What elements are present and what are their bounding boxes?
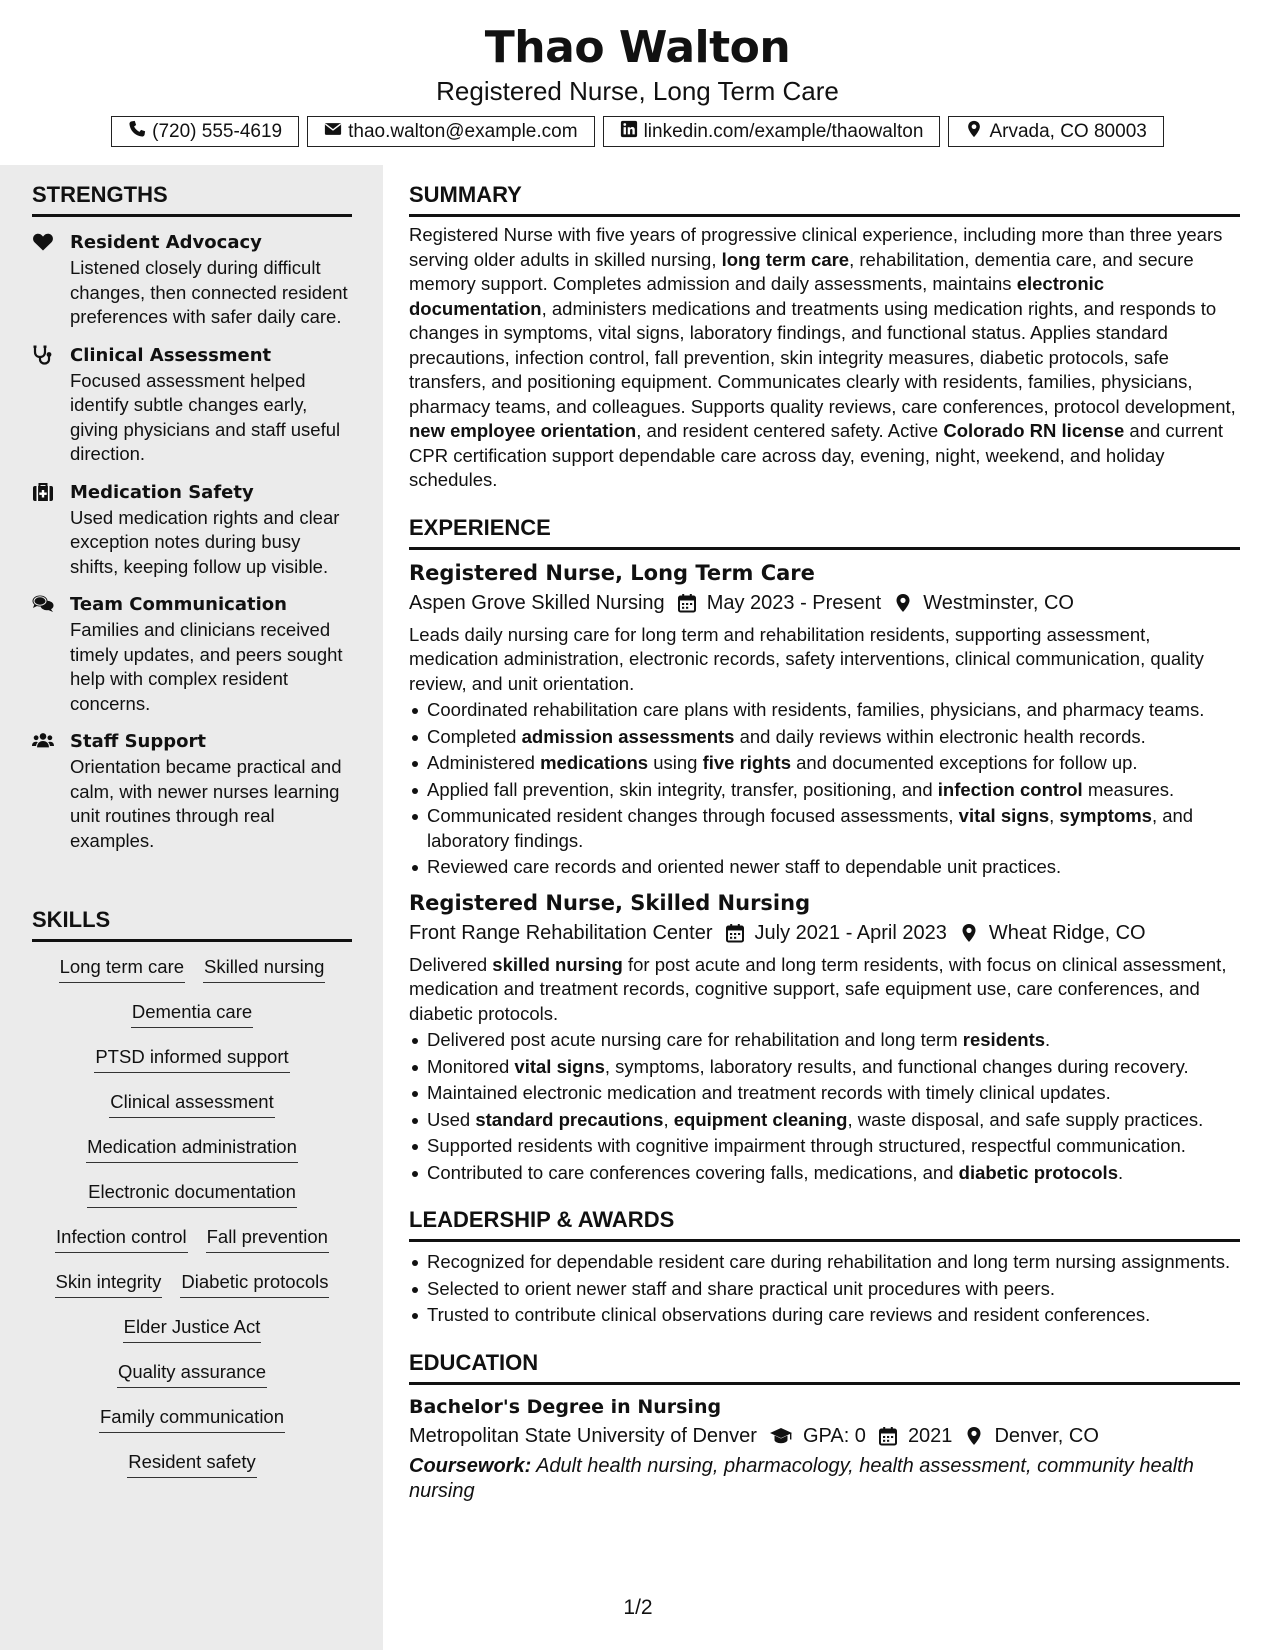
map-pin-icon: [964, 1426, 984, 1446]
page-number: 1/2: [623, 1596, 653, 1619]
map-pin-icon: [959, 923, 979, 943]
text-run: and current CPR certification support dependable care across day, evening, night, weekend, and holiday schedules.: [409, 420, 1223, 490]
stethoscope-icon: [32, 343, 56, 467]
text-run: , waste disposal, and safe supply practices.: [847, 1108, 1204, 1130]
summary-title: SUMMARY: [409, 180, 1240, 217]
education-section: [409, 1348, 1240, 1504]
envelope-icon: [324, 120, 342, 144]
heart-icon: [32, 230, 56, 330]
bullet-item: [409, 855, 1240, 880]
job-description: [409, 623, 1240, 697]
phone-icon: [128, 120, 146, 144]
leadership-item: Selected to orient newer staff and share practical unit procedures with peers.: [409, 1277, 1240, 1302]
chat-bubbles-icon: [32, 592, 56, 716]
bullet-item: [409, 804, 1240, 853]
bullet-item: [409, 1081, 1240, 1106]
text-run: and daily reviews within electronic health records.: [734, 725, 1146, 747]
job-meta: [409, 918, 1240, 948]
bold-text: Colorado RN license: [943, 420, 1125, 441]
job-company: Front Range Rehabilitation Center: [409, 921, 713, 944]
skill-row: [32, 1044, 352, 1089]
strength-text: Orientation became practical and calm, with newer nurses learning unit routines through real examples.: [70, 756, 342, 851]
text-run: Delivered post acute nursing care for rehabilitation and long term: [427, 1029, 963, 1050]
text-run: .: [1117, 1161, 1124, 1183]
contact-location[interactable]: [948, 116, 1163, 147]
skill-tag: Medication administration: [86, 1134, 298, 1163]
graduation-cap-icon: [769, 1426, 793, 1446]
leadership-item: Trusted to contribute clinical observations during care reviews and resident conferences.: [409, 1303, 1240, 1328]
text-run: , symptoms, laboratory results, and functional changes during recovery.: [604, 1055, 1189, 1077]
contact-bar: [0, 116, 1275, 147]
strength-title: Clinical Assessment: [70, 344, 272, 366]
text-run: Leads daily nursing care for long term and rehabilitation residents, supporting assessment, medication administration, electronic records, safety interventions, clinical communication, quality review, and unit orientation.: [409, 623, 1204, 694]
bold-text: new employee orientation: [409, 420, 637, 441]
bold-text: vital signs: [958, 805, 1050, 826]
contact-phone[interactable]: [111, 116, 299, 147]
bullet-item: [409, 751, 1240, 776]
text-run: ,: [1049, 805, 1060, 826]
text-run: , administers medications and treatments using medication rights, and responds to changes in symptoms, vital signs, laboratory findings, and functional status. Applies standard precautions, infection control, fall prevention, skin integrity measures, diabetic protocols, safe transfers, and positioning equipment. Communicates clearly with residents, families, physicians, pharmacy teams, and colleagues. Supports quality reviews, care conferences, protocol development,: [409, 297, 1236, 417]
text-run: Reviewed care records and oriented newer staff to dependable unit practices.: [427, 856, 1062, 877]
experience-title: EXPERIENCE: [409, 513, 1240, 550]
sidebar: [0, 165, 383, 1650]
experience-section: [409, 513, 1240, 1186]
text-run: Used: [427, 1108, 476, 1130]
job-bullets: [409, 1028, 1240, 1185]
job-company: Aspen Grove Skilled Nursing: [409, 591, 665, 614]
skill-tag: Skin integrity: [55, 1269, 163, 1298]
job-meta: [409, 588, 1240, 618]
job-entry: [409, 558, 1240, 880]
job-location: Westminster, CO: [923, 591, 1074, 614]
skills-list: [32, 954, 352, 1494]
skill-row: [32, 1269, 352, 1314]
skills-title: SKILLS: [32, 905, 352, 942]
skill-tag: Clinical assessment: [109, 1089, 274, 1118]
leadership-title: LEADERSHIP & AWARDS: [409, 1205, 1240, 1242]
candidate-name: Thao Walton: [484, 22, 791, 73]
contact-linkedin[interactable]: [603, 116, 941, 147]
strength-item: [32, 480, 352, 580]
graduation-year: 2021: [907, 1424, 953, 1447]
strength-text: Listened closely during difficult changes, then connected resident preferences with safer daily care.: [70, 257, 348, 327]
skill-tag: Skilled nursing: [203, 954, 325, 983]
text-run: , and resident centered safety. Active: [636, 420, 944, 441]
text-run: Maintained electronic medication and treatment records with timely clinical updates.: [427, 1082, 1111, 1103]
strength-title: Medication Safety: [70, 481, 254, 503]
skill-tag: Electronic documentation: [87, 1179, 297, 1208]
text-run: Administered: [427, 752, 541, 773]
skill-row: [32, 999, 352, 1044]
bold-text: five rights: [702, 752, 791, 773]
bullet-item: [409, 698, 1240, 723]
skill-tag: Elder Justice Act: [123, 1314, 262, 1343]
skill-row: [32, 1089, 352, 1134]
skill-row: [32, 1404, 352, 1449]
candidate-role: Registered Nurse, Long Term Care: [436, 76, 839, 106]
job-bullets: [409, 698, 1240, 880]
skill-tag: Infection control: [55, 1224, 188, 1253]
map-pin-icon: [965, 120, 983, 144]
school-location: Denver, CO: [994, 1424, 1099, 1447]
bullet-item: [409, 1108, 1240, 1133]
skill-row: [32, 1224, 352, 1269]
job-description: [409, 953, 1240, 1027]
skill-tag: Quality assurance: [117, 1359, 267, 1388]
text-run: for post acute and long term residents, with focus on clinical assessment, medication and treatment records, cognitive support, safe equipment use, care conferences, and diabetic protocols.: [409, 953, 1227, 1024]
strength-item: [32, 592, 352, 716]
job-dates: May 2023 - Present: [706, 591, 882, 614]
bold-text: diabetic protocols: [958, 1161, 1118, 1183]
strength-text: Used medication rights and clear exception notes during busy shifts, keeping follow up visible.: [70, 506, 340, 577]
strength-text: Families and clinicians received timely updates, and peers sought help with complex resident concerns.: [70, 619, 343, 714]
skill-tag: Fall prevention: [206, 1224, 329, 1253]
text-run: Registered Nurse with five years of progressive clinical experience, including more than three years serving older adults in skilled nursing,: [409, 224, 1223, 270]
bold-text: symptoms: [1059, 805, 1152, 826]
strengths-section: [32, 180, 352, 853]
bold-text: equipment cleaning: [673, 1108, 848, 1130]
skill-tag: Resident safety: [127, 1449, 257, 1478]
leadership-item: Recognized for dependable resident care during rehabilitation and long term nursing assignments.: [409, 1250, 1240, 1275]
bold-text: vital signs: [514, 1055, 605, 1077]
calendar-icon: [878, 1426, 898, 1446]
bullet-item: [409, 1028, 1240, 1053]
job-title: Registered Nurse, Long Term Care: [409, 560, 815, 585]
skills-section: [32, 905, 352, 1494]
summary-section: [409, 180, 1240, 493]
strength-title: Staff Support: [70, 731, 206, 752]
text-run: using: [648, 752, 703, 773]
text-run: measures.: [1082, 778, 1175, 800]
bullet-item: [409, 778, 1240, 803]
text-run: .: [1045, 1029, 1051, 1050]
text-run: ,: [663, 1108, 674, 1130]
bold-text: admission assessments: [521, 725, 735, 747]
skill-row: [32, 1134, 352, 1179]
bullet-item: [409, 725, 1240, 750]
skill-row: [32, 1314, 352, 1359]
text-run: Coordinated rehabilitation care plans with residents, families, physicians, and pharmacy teams.: [427, 699, 1205, 720]
leadership-list: [409, 1250, 1240, 1328]
job-title: Registered Nurse, Skilled Nursing: [409, 890, 811, 915]
skill-tag: Long term care: [59, 954, 185, 983]
job-location: Wheat Ridge, CO: [988, 921, 1146, 944]
strength-item: [32, 729, 352, 853]
gpa: GPA: 0: [802, 1424, 866, 1447]
medical-kit-icon: [32, 480, 56, 580]
summary-text: [409, 223, 1240, 493]
job-entry: [409, 888, 1240, 1186]
coursework-text: Adult health nursing, pharmacology, health assessment, community health nursing: [409, 1454, 1194, 1502]
text-run: and documented exceptions for follow up.: [791, 752, 1138, 773]
skill-tag: Dementia care: [131, 999, 253, 1028]
text-run: , rehabilitation, dementia care, and secure memory support. Completes admission and daily assessments, maintains: [409, 248, 1194, 294]
skill-row: [32, 954, 352, 999]
strength-text: Focused assessment helped identify subtle changes early, giving physicians and staff useful direction.: [70, 369, 341, 464]
text-run: Delivered: [409, 953, 493, 975]
contact-email[interactable]: [307, 116, 594, 147]
bold-text: infection control: [937, 778, 1083, 800]
contact-phone-text: (720) 555-4619: [152, 120, 283, 142]
education-meta: [409, 1421, 1240, 1451]
job-dates: July 2021 - April 2023: [754, 921, 947, 944]
strength-item: [32, 230, 352, 330]
calendar-icon: [725, 923, 745, 943]
strength-title: Team Communication: [70, 594, 287, 615]
bullet-item: [409, 1161, 1240, 1186]
bold-text: skilled nursing: [492, 953, 623, 975]
linkedin-icon: [620, 120, 638, 144]
contact-location-text: Arvada, CO 80003: [989, 120, 1147, 142]
education-title: EDUCATION: [409, 1348, 1240, 1385]
degree-title: Bachelor's Degree in Nursing: [409, 1395, 722, 1418]
contact-linkedin-text: linkedin.com/example/thaowalton: [643, 120, 924, 142]
strengths-title: STRENGTHS: [32, 180, 352, 217]
text-run: , and laboratory findings.: [427, 805, 1194, 851]
skill-tag: Family communication: [99, 1404, 285, 1433]
skill-tag: Diabetic protocols: [180, 1269, 329, 1298]
skill-row: [32, 1179, 352, 1224]
text-run: Communicated resident changes through focused assessments,: [427, 805, 959, 826]
skill-tag: PTSD informed support: [94, 1044, 289, 1073]
bold-text: residents: [962, 1029, 1046, 1050]
text-run: Completed: [427, 725, 522, 747]
bold-text: standard precautions: [475, 1108, 664, 1130]
text-run: Applied fall prevention, skin integrity, transfer, positioning, and: [427, 778, 938, 800]
strength-title: Resident Advocacy: [70, 232, 262, 253]
users-icon: [32, 729, 56, 853]
contact-email-text: thao.walton@example.com: [348, 120, 578, 142]
bold-text: medications: [540, 752, 649, 773]
leadership-section: [409, 1205, 1240, 1328]
main-column: [409, 165, 1240, 1504]
coursework: [409, 1454, 1240, 1504]
strength-item: [32, 343, 352, 467]
resume-header: [0, 0, 1275, 165]
skill-row: [32, 1449, 352, 1494]
bold-text: long term care: [721, 248, 850, 270]
bold-text: electronic documentation: [409, 273, 1105, 319]
calendar-icon: [677, 593, 697, 613]
coursework-label: Coursework:: [409, 1454, 532, 1477]
bullet-item: [409, 1134, 1240, 1159]
school-name: Metropolitan State University of Denver: [409, 1424, 757, 1447]
text-run: Contributed to care conferences covering falls, medications, and: [427, 1161, 959, 1183]
bullet-item: [409, 1055, 1240, 1080]
skill-row: [32, 1359, 352, 1404]
text-run: Supported residents with cognitive impairment through structured, respectful communication.: [427, 1135, 1186, 1156]
map-pin-icon: [893, 593, 913, 613]
text-run: Monitored: [427, 1055, 515, 1077]
